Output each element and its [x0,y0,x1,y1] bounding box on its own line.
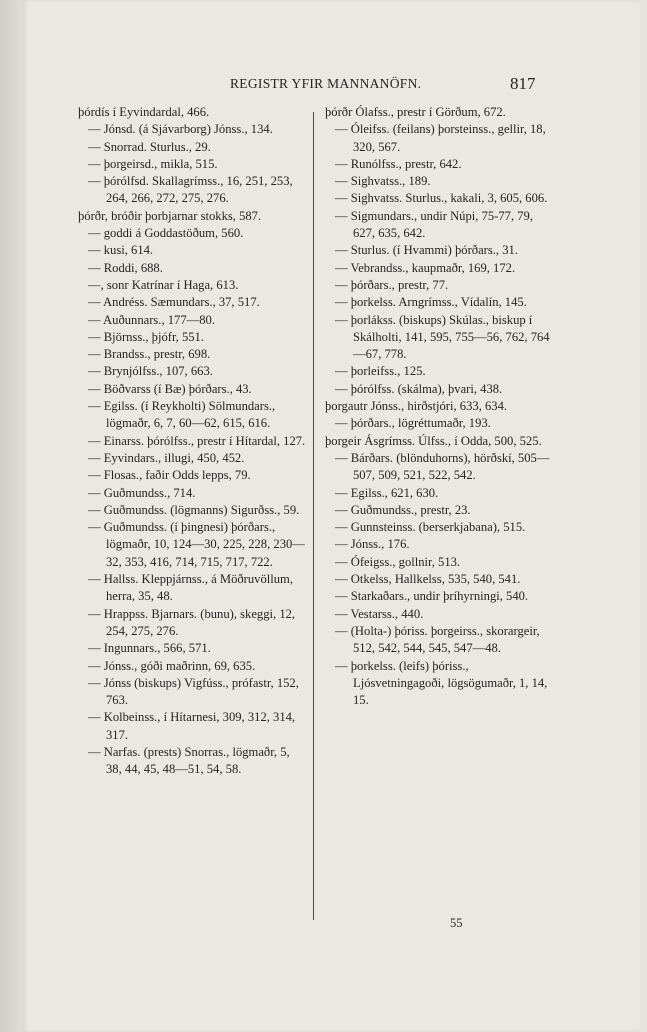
index-entry: — Guðmundss. (lögmanns) Sigurðss., 59. [88,502,300,517]
column-divider [313,112,314,920]
index-entry: — Guðmundss., prestr, 23. [335,502,471,517]
index-entry: — goddi á Goddastöðum, 560. [88,226,244,241]
index-entry: —, sonr Katrínar í Haga, 613. [88,277,239,292]
index-entry: þorgautr Jónss., hirðstjóri, 633, 634. [325,399,508,414]
index-entry: — þorkelss. (leifs) þóriss., Ljósvetningagoði, lögsögumaðr, 1, 14, 15. [335,658,548,708]
index-entry: — Óleifss. (feilans) þorsteinss., gellir, 18, 320, 567. [335,122,546,154]
index-entry: — Egilss. (í Reykholti) Sölmundars., lögmaðr, 6, 7, 60—62, 615, 616. [88,399,276,431]
signature-mark: 55 [450,916,463,930]
index-entry: — Snorrad. Sturlus., 29. [88,139,211,154]
index-entry: — Guðmundss., 714. [88,485,196,500]
index-entry: — Hrappss. Bjarnars. (bunu), skeggi, 12, 254, 275, 276. [88,606,296,638]
right-column [325,104,557,709]
index-entry: — Gunnsteinss. (berserkjabana), 515. [335,520,526,535]
index-entry: þorgeir Ásgrímss. Úlfss., í Odda, 500, 525. [325,433,542,448]
index-entry: — Roddi, 688. [88,260,163,275]
index-entry: — Andréss. Sæmundars., 37, 517. [88,295,260,310]
index-entry: — Flosas., faðir Odds lepps, 79. [88,468,251,483]
index-entry: — þorkelss. Arngrímss., Vídalín, 145. [335,295,527,310]
index-entry: — Ingunnars., 566, 571. [88,641,211,656]
index-entry: — þórðars., prestr, 77. [335,277,449,292]
index-entry: — (Holta-) þóriss. þorgeirss., skorargeir, 512, 542, 544, 545, 547—48. [335,623,540,656]
index-entry: — Jónss (biskups) Vigfúss., prófastr, 152, 763. [88,675,299,708]
index-entry: — Brynjólfss., 107, 663. [88,364,213,379]
index-entry: — Runólfss., prestr, 642. [335,156,462,171]
index-entry: — Sighvatss., 189. [335,174,431,189]
index-entry: — Brandss., prestr, 698. [88,347,211,362]
header-title: REGISTR YFIR MANNANÖFN. [230,76,422,91]
page-number: 817 [510,74,536,93]
index-entry: — Sighvatss. Sturlus., kakali, 3, 605, 606. [335,191,548,206]
index-entry: — Jónss., 176. [335,537,410,552]
index-entry: — Vebrandss., kaupmaðr, 169, 172. [335,260,516,275]
index-entry: — þórólfsd. Skallagrímss., 16, 251, 253, 264, 266, 272, 275, 276. [88,174,293,206]
index-entry: — Sigmundars., undir Núpi, 75-77, 79, 627, 635, 642. [335,208,533,241]
index-entry: — Auðunnars., 177—80. [88,312,215,327]
left-column [78,104,306,779]
index-entry: — Hallss. Kleppjárnss., á Möðruvöllum, herra, 35, 48. [88,572,293,604]
index-entry: — Kolbeinss., í Hítarnesi, 309, 312, 314, 317. [88,710,296,742]
index-entry: — Eyvindars., illugi, 450, 452. [88,450,245,465]
index-entry: — Ófeigss., gollnir, 513. [335,554,461,569]
index-entry: — Björnss., þjófr, 551. [88,329,204,344]
index-entry: þórdís í Eyvindardal, 466. [78,105,210,119]
index-entry: — Vestarss., 440. [335,606,424,621]
index-entry: — Jónss., góði maðrinn, 69, 635. [88,658,256,673]
index-entry: — Starkaðars., undir þríhyrningi, 540. [335,589,529,604]
index-entry: þórðr Ólafss., prestr í Görðum, 672. [325,105,506,119]
index-entry: — þorgeirsd., mikla, 515. [88,156,218,171]
index-entry: — þórðars., lögréttumaðr, 193. [335,416,491,431]
index-entry: — Jónsd. (á Sjávarborg) Jónss., 134. [88,122,273,137]
index-entry: — þorleifss., 125. [335,364,426,379]
index-entry: — þorlákss. (biskups) Skúlas., biskup í Skálholti, 141, 595, 755—56, 762, 764—67, 778. [335,312,550,362]
index-entry: — Sturlus. (í Hvammi) þórðars., 31. [335,243,518,258]
index-entry: — Guðmundss. (í þingnesi) þórðars., lögmaðr, 10, 124—30, 225, 228, 230—32, 353, 416, 714, 715, 717, 722. [88,520,305,569]
index-entry: — kusi, 614. [88,243,154,258]
index-entry: þórðr, bróðir þorbjarnar stokks, 587. [78,208,262,223]
index-entry: — Einarss. þórólfss., prestr í Hítardal, 127. [88,433,306,448]
index-entry: — Otkelss, Hallkelss, 535, 540, 541. [335,572,521,587]
index-entry: — Bárðars. (blönduhorns), hörðskí, 505—507, 509, 521, 522, 542. [335,450,550,483]
index-entry: — Böðvarss (í Bæ) þórðars., 43. [88,381,252,396]
book-binding [0,0,22,1032]
running-header [0,76,647,96]
index-entry: — Narfas. (prests) Snorras., lögmaðr, 5, 38, 44, 45, 48—51, 54, 58. [88,744,290,777]
index-entry: — Egilss., 621, 630. [335,485,439,500]
index-entry: — þórólfss. (skálma), þvari, 438. [335,381,503,396]
